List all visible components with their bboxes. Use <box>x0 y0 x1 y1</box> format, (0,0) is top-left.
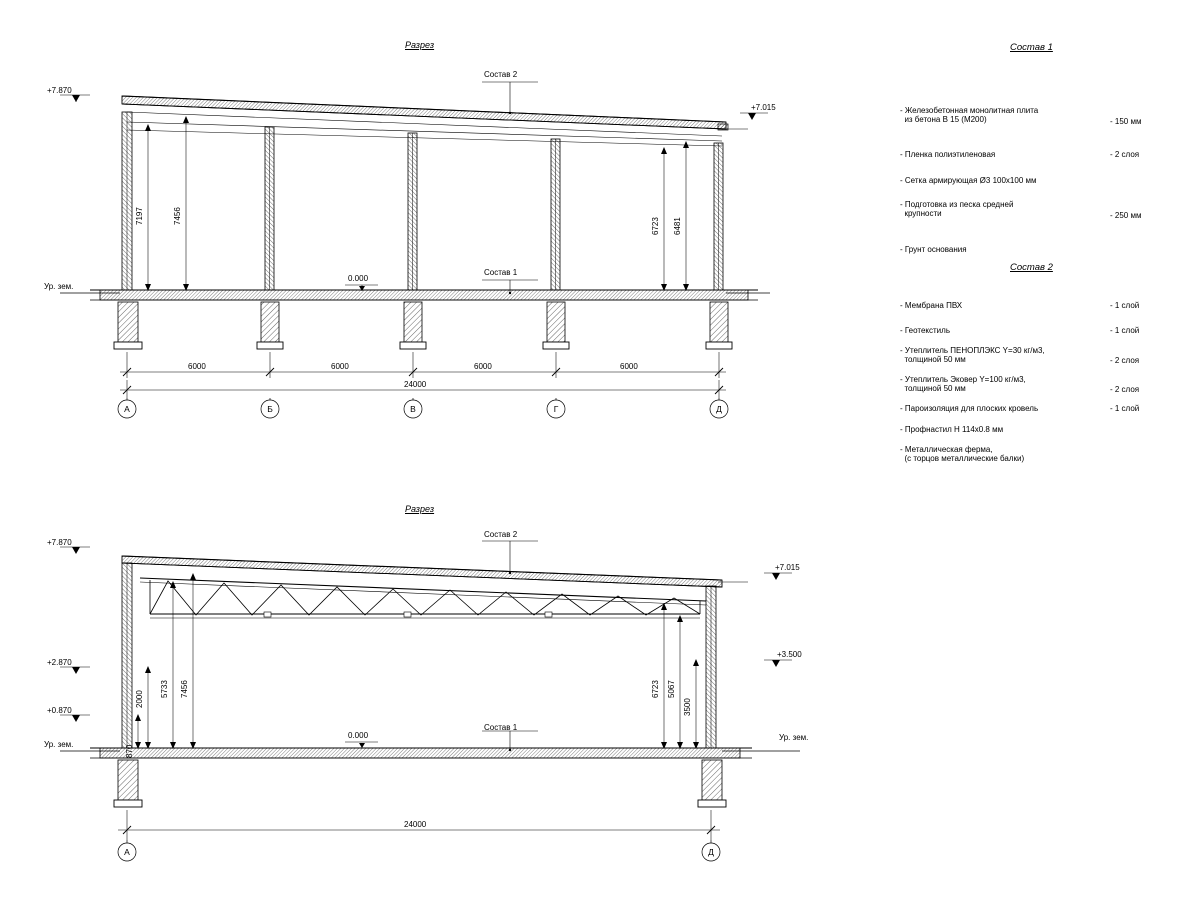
axis-label-s1-4: Д <box>716 404 722 414</box>
spec-item: - Пароизоляция для плоских кровель <box>900 404 1039 413</box>
spec-callout-sostav2: Состав 2 <box>484 530 518 539</box>
elevation-mark: 0.000 <box>348 731 369 740</box>
axis-label-s1-0: А <box>124 404 130 414</box>
span-dimension: 6000 <box>474 362 492 371</box>
spec-item: - Утеплитель ПЕНОПЛЭКС Y=30 кг/м3, толщиной 50 мм <box>900 346 1045 364</box>
vertical-dimension: 2000 <box>135 690 144 708</box>
elevation-mark: +7.015 <box>775 563 800 572</box>
vertical-dimension: 5067 <box>667 680 676 698</box>
section-2-title: Разрез <box>405 504 435 514</box>
spec-item: - Металлическая ферма, (с торцов металлические балки) <box>900 445 1025 463</box>
total-dimension: 24000 <box>404 380 427 389</box>
total-dimension: 24000 <box>404 820 427 829</box>
spec-item-value: - 1 слой <box>1110 301 1140 310</box>
section-1-geometry <box>60 82 770 418</box>
spec-item: - Профнастил Н 114х0.8 мм <box>900 425 1004 434</box>
spec-item: - Мембрана ПВХ <box>900 301 963 310</box>
elevation-mark: +7.015 <box>751 103 776 112</box>
axis-label-s2-0: А <box>124 847 130 857</box>
elevation-mark: +2.870 <box>47 658 72 667</box>
spec-item: - Сетка армирующая Ø3 100х100 мм <box>900 176 1037 185</box>
vertical-dimension: 7456 <box>180 680 189 698</box>
vertical-dimension: 6723 <box>651 680 660 698</box>
spec-title-sostav-1: Состав 1 <box>1010 42 1053 53</box>
spec-item-value: - 1 слой <box>1110 326 1140 335</box>
spec-item: - Железобетонная монолитная плита из бетона В 15 (М200) <box>900 106 1039 124</box>
spec-callout-sostav1: Состав 1 <box>484 723 518 732</box>
vertical-dimension: 6481 <box>673 217 682 235</box>
ground-level-mark: Ур. зем. <box>44 740 74 749</box>
ground-level-mark: Ур. зем. <box>779 733 809 742</box>
spec-item-value: - 150 мм <box>1110 117 1142 126</box>
vertical-dimension: 7456 <box>173 207 182 225</box>
elevation-mark: +3.500 <box>777 650 802 659</box>
spec-item-value: - 1 слой <box>1110 404 1140 413</box>
elevation-mark: +0.870 <box>47 706 72 715</box>
axis-label-s2-1: Д <box>708 847 714 857</box>
ground-level-mark: Ур. зем. <box>44 282 74 291</box>
spec-item-value: - 2 слоя <box>1110 150 1140 159</box>
spec-item-value: - 2 слоя <box>1110 385 1140 394</box>
vertical-dimension: 3500 <box>683 698 692 716</box>
spec-item: - Утеплитель Эковер Y=100 кг/м3, толщиной 50 мм <box>900 375 1026 393</box>
elevation-mark: +7.870 <box>47 538 72 547</box>
spec-item: - Подготовка из песка средней крупности <box>900 200 1014 218</box>
spec-callout-sostav1: Состав 1 <box>484 268 518 277</box>
axis-labels <box>124 404 722 857</box>
vertical-dimension: 870 <box>125 744 134 758</box>
vertical-dimension: 7197 <box>135 207 144 225</box>
span-dimension: 6000 <box>331 362 349 371</box>
spec-item-value: - 2 слоя <box>1110 356 1140 365</box>
span-dimension: 6000 <box>188 362 206 371</box>
axis-label-s1-1: Б <box>267 404 273 414</box>
axis-label-s1-3: Г <box>553 404 559 414</box>
elevation-mark: 0.000 <box>348 274 369 283</box>
vertical-dimension: 6723 <box>651 217 660 235</box>
span-dimension: 6000 <box>620 362 638 371</box>
spec-item-value: - 250 мм <box>1110 211 1142 220</box>
section-1-title: Разрез <box>405 40 435 50</box>
elevation-mark: +7.870 <box>47 86 72 95</box>
spec-item: - Пленка полиэтиленовая <box>900 150 996 159</box>
spec-title-sostav-2: Состав 2 <box>1010 262 1053 273</box>
vertical-dimension: 5733 <box>160 680 169 698</box>
axis-label-s1-2: В <box>410 404 416 414</box>
spec-item: - Геотекстиль <box>900 326 950 335</box>
spec-item: - Грунт основания <box>900 245 967 254</box>
spec-callout-sostav2: Состав 2 <box>484 70 518 79</box>
